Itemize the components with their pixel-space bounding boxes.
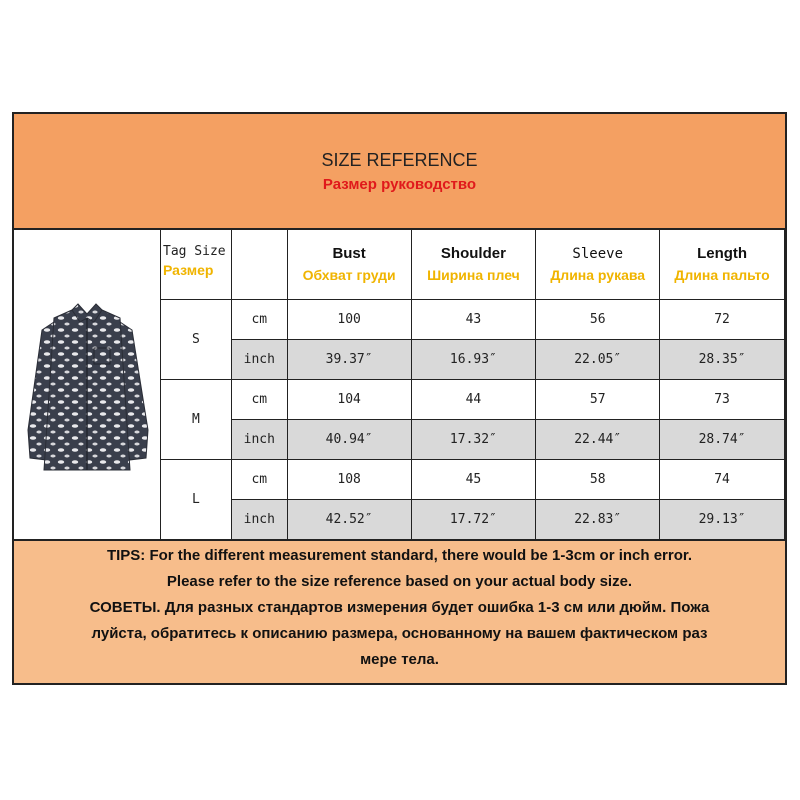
tips-line-4: луйста, обратитесь к описанию размера, основанному на вашем фактическом раз (91, 625, 708, 642)
length-inch-m: 28.74″ (660, 420, 785, 460)
bust-cm-m: 104 (287, 380, 411, 420)
table-row (161, 340, 785, 380)
table-row (161, 380, 785, 420)
shoulder-inch-s: 16.93″ (411, 340, 536, 380)
table-row (161, 460, 785, 500)
length-inch-s: 28.35″ (660, 340, 785, 380)
sleeve-label-en: Sleeve (572, 245, 623, 262)
bust-inch-m: 40.94″ (287, 420, 411, 460)
unit-inch: inch (231, 340, 287, 380)
shoulder-cm-s: 43 (411, 300, 536, 340)
shoulder-inch-l: 17.72″ (411, 500, 536, 540)
table-header-row (161, 230, 785, 300)
size-tag-s: S (161, 300, 232, 380)
unit-cm: cm (231, 460, 287, 500)
sleeve-label-ru: Длина рукава (550, 266, 646, 283)
sleeve-inch-l: 22.83″ (536, 500, 660, 540)
bust-label-ru: Обхват груди (302, 266, 396, 283)
length-header (660, 230, 785, 300)
tips-box (14, 539, 785, 683)
sleeve-cm-l: 58 (536, 460, 660, 500)
shoulder-label-en: Shoulder (440, 244, 506, 262)
table-row (161, 500, 785, 540)
sleeve-header (536, 230, 660, 300)
shoulder-inch-m: 17.32″ (411, 420, 536, 460)
sleeve-cm-m: 57 (536, 380, 660, 420)
bust-inch-l: 42.52″ (287, 500, 411, 540)
tag-size-label-ru: Размер (163, 262, 214, 278)
bust-label-en: Bust (332, 244, 366, 262)
unit-cm: cm (231, 380, 287, 420)
length-label-en: Length (697, 244, 748, 262)
tag-size-label-en: Tag Size (163, 244, 226, 259)
chart-header (14, 114, 785, 230)
product-photo (14, 230, 160, 539)
chart-title: SIZE REFERENCE (321, 150, 478, 170)
unit-inch: inch (231, 420, 287, 460)
length-cm-m: 73 (660, 380, 785, 420)
table-row (161, 420, 785, 460)
bust-header (287, 230, 411, 300)
size-table (160, 229, 785, 540)
shoulder-cm-m: 44 (411, 380, 536, 420)
tips-line-1: TIPS: For the different measurement standard, there would be 1-3cm or inch error. (106, 547, 693, 564)
sleeve-cm-s: 56 (536, 300, 660, 340)
tips-line-5: мере тела. (360, 651, 439, 668)
shoulder-cm-l: 45 (411, 460, 536, 500)
shoulder-label-ru: Ширина плеч (427, 266, 520, 283)
shoulder-header (411, 230, 536, 300)
size-tag-m: M (161, 380, 232, 460)
size-chart-card (12, 112, 787, 685)
table-row (161, 300, 785, 340)
bust-cm-l: 108 (287, 460, 411, 500)
length-label-ru: Длина пальто (674, 266, 770, 283)
printed-shirt-photo (14, 230, 160, 539)
tips-line-2: Please refer to the size reference based on your actual body size. (166, 573, 633, 590)
sleeve-inch-s: 22.05″ (536, 340, 660, 380)
unit-cm: cm (231, 300, 287, 340)
unit-inch: inch (231, 500, 287, 540)
length-inch-l: 29.13″ (660, 500, 785, 540)
bust-inch-s: 39.37″ (287, 340, 411, 380)
bust-cm-s: 100 (287, 300, 411, 340)
unit-header (231, 230, 287, 300)
length-cm-s: 72 (660, 300, 785, 340)
tag-size-header (161, 230, 232, 300)
length-cm-l: 74 (660, 460, 785, 500)
tips-line-3: СОВЕТЫ. Для разных стандартов измерения будет ошибка 1-3 см или дюйм. Пожа (89, 599, 710, 616)
chart-subtitle: Размер руководство (322, 176, 477, 193)
size-tag-l: L (161, 460, 232, 540)
sleeve-inch-m: 22.44″ (536, 420, 660, 460)
